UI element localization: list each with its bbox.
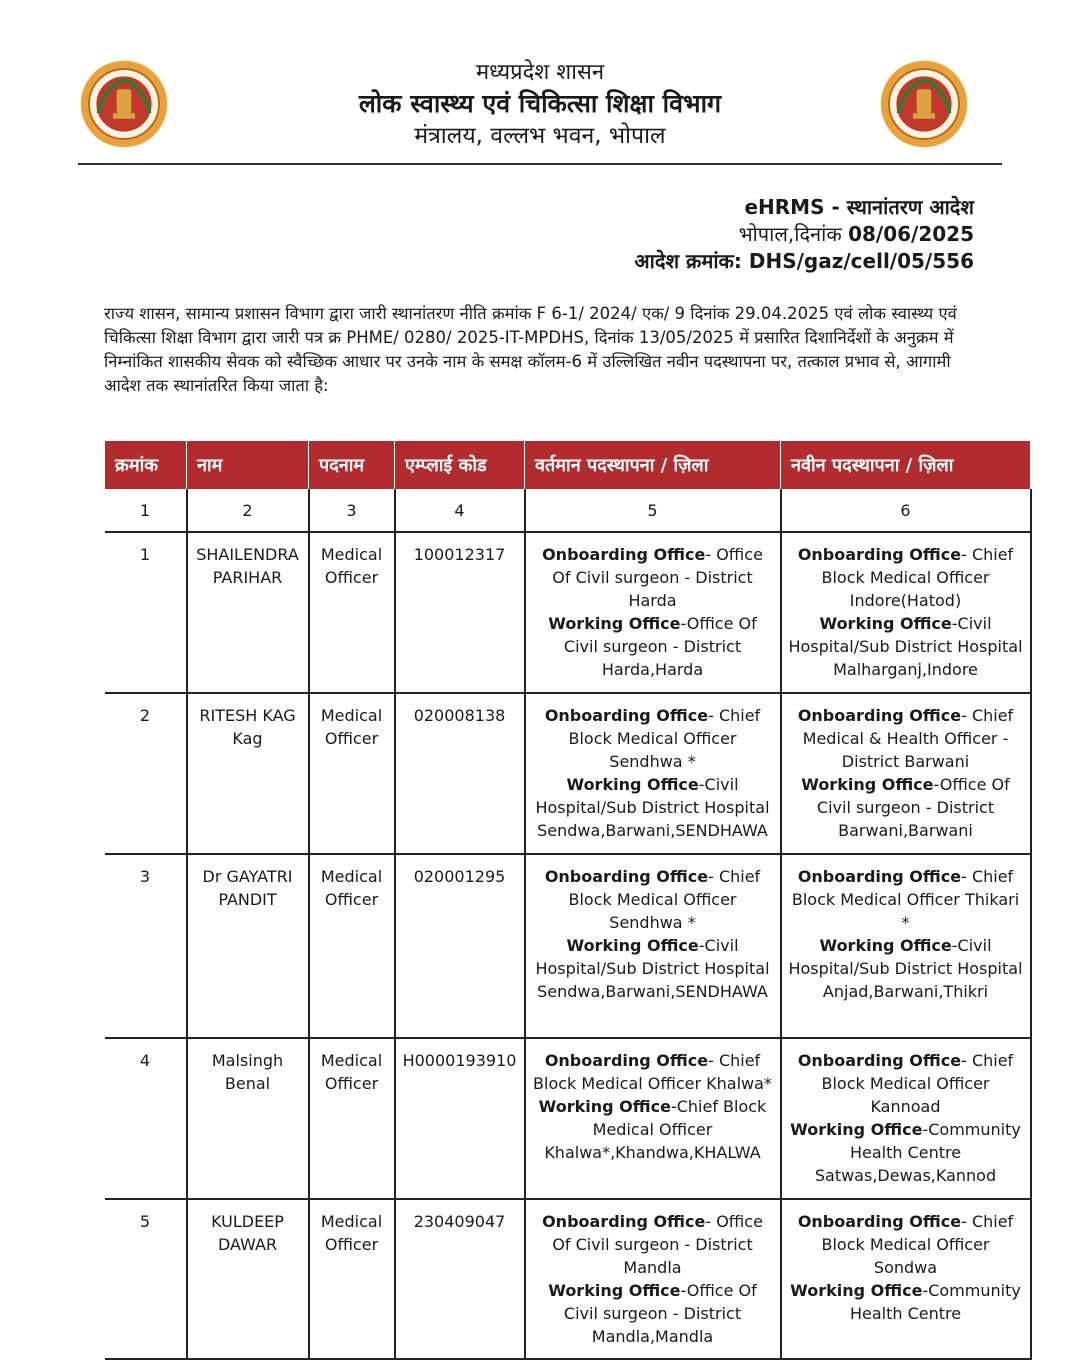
cell-designation: Medical Officer: [309, 854, 395, 1038]
cell-designation: Medical Officer: [309, 532, 395, 693]
onboarding-office-value: - Chief Block Medical Officer Sondwa: [821, 1212, 1014, 1277]
onboarding-office-value: - Office Of Civil surgeon - District Harda: [552, 545, 763, 610]
state-government-title: मध्यप्रदेश शासन: [475, 60, 605, 85]
table-row: [105, 693, 1031, 854]
onboarding-office-value: - Chief Block Medical Officer Thikari *: [791, 867, 1020, 932]
onboarding-office-label: Onboarding Office: [797, 867, 962, 886]
header-designation: पदनाम: [309, 441, 395, 490]
working-office-value: -Civil Hospital/Sub District Hospital Malharganj,Indore: [788, 614, 1023, 679]
column-number-row: 1 2 3 4 5 6: [105, 490, 1031, 533]
cell-serial: 3: [105, 854, 187, 1038]
cell-designation: Medical Officer: [309, 1199, 395, 1359]
working-office-value: -Chief Block Medical Officer Khalwa*,Khandwa,KHALWA: [544, 1097, 767, 1162]
cell-serial: 1: [105, 532, 187, 693]
onboarding-office-value: - Chief Block Medical Officer Khalwa*: [533, 1051, 772, 1093]
onboarding-office-label: Onboarding Office: [542, 1212, 706, 1231]
header-divider: [78, 163, 1002, 165]
cell-new-posting: [781, 1199, 1031, 1359]
cell-current-posting: [525, 1199, 781, 1359]
cell-current-posting: [525, 854, 781, 1038]
working-office-label: Working Office: [790, 1120, 923, 1139]
department-address: मंत्रालय, वल्लभ भवन, भोपाल: [414, 123, 666, 149]
cell-name: KULDEEP DAWAR: [187, 1199, 309, 1359]
mp-government-emblem-icon: [78, 58, 170, 150]
cell-new-posting: [781, 532, 1031, 693]
cell-name: RITESH KAG Kag: [187, 693, 309, 854]
header-name: नाम: [187, 441, 309, 490]
table-header-row: [105, 441, 1031, 490]
cell-new-posting: [781, 854, 1031, 1038]
working-office-label: Working Office: [790, 1281, 923, 1300]
onboarding-office-value: - Chief Block Medical Officer Sendhwa *: [568, 867, 761, 932]
cell-employee-code: 020008138: [395, 693, 525, 854]
working-office-value: -Civil Hospital/Sub District Hospital Sendwa,Barwani,SENDHAWA: [535, 775, 770, 840]
order-date: 08/06/2025: [848, 222, 974, 246]
working-office-label: Working Office: [566, 936, 699, 955]
working-office-value: -Civil Hospital/Sub District Hospital Sendwa,Barwani,SENDHAWA: [535, 936, 770, 1001]
onboarding-office-label: Onboarding Office: [797, 545, 962, 564]
cell-name: Malsingh Benal: [187, 1038, 309, 1199]
document-header: [0, 0, 1080, 170]
onboarding-office-label: Onboarding Office: [544, 706, 709, 725]
onboarding-office-label: Onboarding Office: [542, 545, 706, 564]
working-office-label: Working Office: [566, 775, 699, 794]
cell-name: Dr GAYATRI PANDIT: [187, 854, 309, 1038]
cell-new-posting: [781, 1038, 1031, 1199]
onboarding-office-label: Onboarding Office: [544, 867, 709, 886]
table-row: [105, 1038, 1031, 1199]
cell-serial: 5: [105, 1199, 187, 1359]
header-employee-code: एम्प्लाई कोड: [395, 441, 525, 490]
cell-current-posting: [525, 693, 781, 854]
table-row: [105, 532, 1031, 693]
cell-current-posting: [525, 1038, 781, 1199]
onboarding-office-label: Onboarding Office: [797, 1051, 962, 1070]
header-new-posting: नवीन पदस्थापना / ज़िला: [781, 441, 1031, 490]
working-office-label: Working Office: [538, 1097, 671, 1116]
cell-designation: Medical Officer: [309, 1038, 395, 1199]
cell-serial: 4: [105, 1038, 187, 1199]
cell-designation: Medical Officer: [309, 693, 395, 854]
cell-employee-code: 020001295: [395, 854, 525, 1038]
table-row: [105, 854, 1031, 1038]
cell-new-posting: [781, 693, 1031, 854]
onboarding-office-value: - Chief Block Medical Officer Kannoad: [821, 1051, 1014, 1116]
onboarding-office-label: Onboarding Office: [797, 1212, 962, 1231]
working-office-label: Working Office: [801, 775, 934, 794]
header-current-posting: वर्तमान पदस्थापना / ज़िला: [525, 441, 781, 490]
transfer-table: [104, 440, 1032, 1360]
cell-serial: 2: [105, 693, 187, 854]
order-date-line: भोपाल,दिनांक 08/06/2025: [738, 222, 974, 246]
working-office-value: -Community Health Centre: [849, 1281, 1021, 1323]
order-reference: [634, 194, 974, 275]
onboarding-office-value: - Office Of Civil surgeon - District Mandla: [552, 1212, 763, 1277]
table-row: [105, 1199, 1031, 1359]
working-office-value: -Community Health Centre Satwas,Dewas,Kannod: [814, 1120, 1021, 1185]
cell-employee-code: 100012317: [395, 532, 525, 693]
onboarding-office-label: Onboarding Office: [797, 706, 962, 725]
mp-government-emblem-icon: [878, 58, 970, 150]
working-office-label: Working Office: [819, 614, 952, 633]
working-office-value: -Office Of Civil surgeon - District Mandla,Mandla: [563, 1281, 757, 1346]
onboarding-office-value: - Chief Medical & Health Officer - District Barwani: [802, 706, 1014, 771]
order-number: DHS/gaz/cell/05/556: [748, 249, 974, 273]
onboarding-office-value: - Chief Block Medical Officer Indore(Hatod): [821, 545, 1014, 610]
working-office-label: Working Office: [819, 936, 952, 955]
department-title: लोक स्वास्थ्य एवं चिकित्सा शिक्षा विभाग: [358, 89, 722, 118]
cell-employee-code: 230409047: [395, 1199, 525, 1359]
working-office-value: -Civil Hospital/Sub District Hospital Anjad,Barwani,Thikri: [788, 936, 1023, 1001]
working-office-label: Working Office: [548, 614, 681, 633]
onboarding-office-value: - Chief Block Medical Officer Sendhwa *: [568, 706, 761, 771]
working-office-label: Working Office: [548, 1281, 681, 1300]
order-title: eHRMS - स्थानांतरण आदेश: [744, 195, 974, 219]
header-serial: क्रमांक: [105, 441, 187, 490]
onboarding-office-label: Onboarding Office: [544, 1051, 709, 1070]
order-body-paragraph: राज्य शासन, सामान्य प्रशासन विभाग द्वारा जारी स्थानांतरण नीति क्रमांक F 6-1/ 2024/ एक/ 9 दिनांक 29.04.2025 एवं लोक स्वास्थ्य एवं चिकित्सा शिक्षा विभाग द्वारा जारी पत्र क्र PHME/ 0280/ 2025-IT-MPDHS, दिनांक 13/05/2025 में प्रसारित दिशानिर्देशों के अनुक्रम में निम्नांकित शासकीय सेवक को स्वैच्छिक आधार पर उनके नाम के समक्ष कॉलम-6 में उल्लिखित नवीन पदस्थापना पर, तत्काल प्रभाव से, आगामी आदेश तक स्थानांतरित किया जाता है:: [104, 304, 957, 395]
working-office-value: -Office Of Civil surgeon - District Harda,Harda: [563, 614, 757, 679]
working-office-value: -Office Of Civil surgeon - District Barwani,Barwani: [816, 775, 1010, 840]
cell-current-posting: [525, 532, 781, 693]
cell-employee-code: H0000193910: [395, 1038, 525, 1199]
order-number-line: आदेश क्रमांक: DHS/gaz/cell/05/556: [634, 249, 974, 273]
cell-name: SHAILENDRA PARIHAR: [187, 532, 309, 693]
